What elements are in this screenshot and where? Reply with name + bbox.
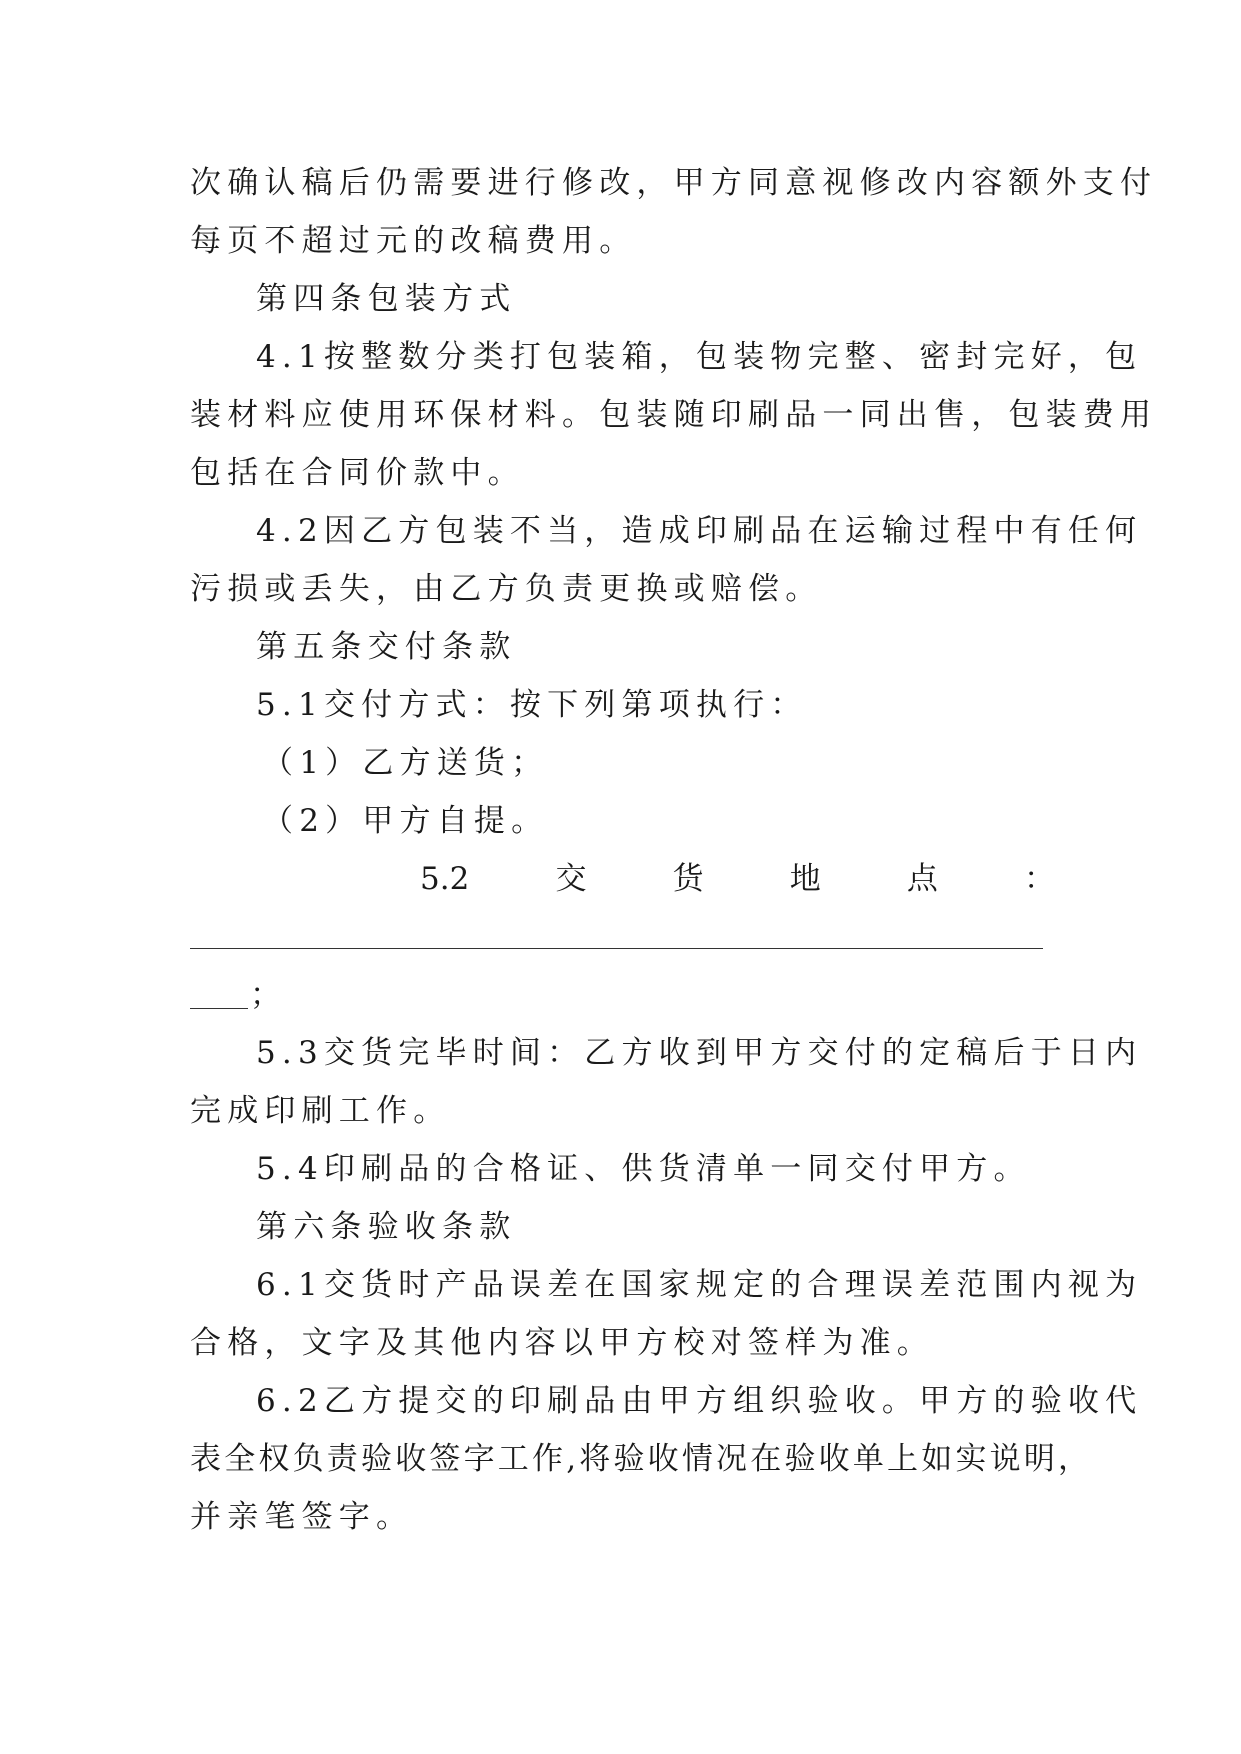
paragraph-line: 表全权负责验收签字工作,将验收情况在验收单上如实说明， (190, 1441, 1093, 1477)
clause-5-3: 5.3交货完毕时间：乙方收到甲方交付的定稿后于日内 (256, 1035, 1143, 1071)
paragraph-line: 完成印刷工作。 (190, 1093, 451, 1129)
option-2: （2）甲方自提。 (262, 803, 549, 839)
paragraph-line: 并亲笔签字。 (190, 1499, 414, 1535)
clause-number: 5.2 (420, 861, 470, 897)
clause-5-2 (190, 859, 1055, 899)
clause-5-4: 5.4印刷品的合格证、供货清单一同交付甲方。 (256, 1151, 1031, 1187)
paragraph-line: 装材料应使用环保材料。包装随印刷品一同出售，包装费用 (190, 397, 1158, 433)
blank-fill-line-short (190, 1008, 248, 1009)
clause-5-1: 5.1交付方式：按下列第项执行： (256, 687, 808, 723)
spread-char: 点 (906, 861, 938, 897)
clause-6-1: 6.1交货时产品误差在国家规定的合理误差范围内视为 (256, 1267, 1143, 1303)
paragraph-line: 次确认稿后仍需要进行修改，甲方同意视修改内容额外支付 (190, 165, 1158, 201)
paragraph-line: 每页不超过元的改稿费用。 (190, 223, 637, 259)
spread-char: 交 (555, 861, 587, 897)
section-heading-4: 第四条包装方式 (256, 281, 517, 317)
paragraph-line: 污损或丢失，由乙方负责更换或赔偿。 (190, 571, 823, 607)
spread-char: 地 (789, 861, 821, 897)
spread-char: ： (1023, 861, 1055, 897)
paragraph-line: 合格，文字及其他内容以甲方校对签样为准。 (190, 1325, 934, 1361)
clause-4-2: 4.2因乙方包装不当，造成印刷品在运输过程中有任何 (256, 513, 1143, 549)
clause-6-2: 6.2乙方提交的印刷品由甲方组织验收。甲方的验收代 (256, 1383, 1143, 1419)
section-heading-6: 第六条验收条款 (256, 1209, 517, 1245)
spread-char: 货 (672, 861, 704, 897)
blank-fill-line (190, 948, 1043, 949)
option-1: （1）乙方送货； (262, 745, 549, 781)
paragraph-line: 包括在合同价款中。 (190, 455, 525, 491)
line-terminator: ； (250, 977, 281, 1013)
section-heading-5: 第五条交付条款 (256, 629, 517, 665)
clause-4-1: 4.1按整数分类打包装箱，包装物完整、密封完好，包 (256, 339, 1143, 375)
